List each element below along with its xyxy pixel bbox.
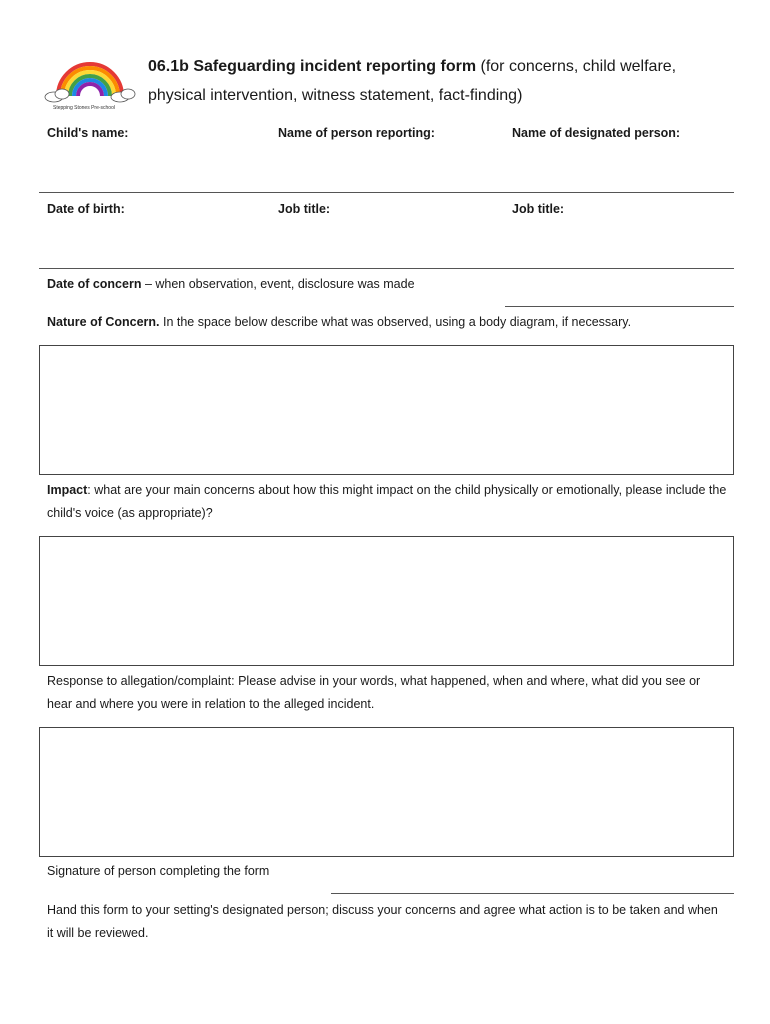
response-text: Response to allegation/complaint: Please advise in your words, what happened, when and where, what did you see or hear and where you were in relation to the alleged incident. bbox=[47, 674, 701, 711]
job-title-label-1: Job title: bbox=[278, 202, 331, 216]
title-bold: 06.1b Safeguarding incident reporting form bbox=[148, 58, 477, 75]
signature-line[interactable] bbox=[331, 893, 734, 894]
nature-of-concern-box[interactable] bbox=[39, 345, 734, 475]
date-of-concern-label: Date of concern bbox=[47, 277, 142, 291]
footer-instructions: Hand this form to your setting's designated person; discuss your concerns and agree what action is to be taken and when it will be reviewed. bbox=[47, 903, 718, 940]
row1-rule[interactable] bbox=[39, 192, 734, 193]
logo-caption: Stepping Stones Pre-school bbox=[53, 105, 115, 111]
job-title-label-2: Job title: bbox=[512, 202, 565, 216]
date-of-concern-line[interactable] bbox=[505, 306, 734, 307]
nature-of-concern-text bbox=[47, 311, 631, 334]
nature-of-concern-rest: In the space below describe what was observed, using a body diagram, if necessary. bbox=[159, 315, 632, 329]
date-of-concern-text bbox=[47, 273, 415, 296]
title-rest: (for concerns, child welfare, physical intervention, witness statement, fact-finding) bbox=[148, 58, 677, 104]
nature-of-concern-label: Nature of Concern. bbox=[47, 315, 160, 329]
date-of-concern-rest: – when observation, event, disclosure was made bbox=[141, 277, 415, 291]
impact-rest: : what are your main concerns about how this might impact on the child physically or emotionally, please include the child's voice (as appropriate)? bbox=[47, 483, 727, 520]
impact-label: Impact bbox=[47, 483, 88, 497]
impact-text bbox=[47, 479, 727, 525]
impact-box[interactable] bbox=[39, 536, 734, 666]
childs-name-label: Child's name: bbox=[47, 126, 129, 140]
response-box[interactable] bbox=[39, 727, 734, 857]
designated-person-label: Name of designated person: bbox=[512, 126, 681, 140]
date-of-birth-label: Date of birth: bbox=[47, 202, 125, 216]
person-reporting-label: Name of person reporting: bbox=[278, 126, 435, 140]
signature-label: Signature of person completing the form bbox=[47, 864, 270, 878]
page-title bbox=[148, 52, 738, 110]
row2-rule[interactable] bbox=[39, 268, 734, 269]
